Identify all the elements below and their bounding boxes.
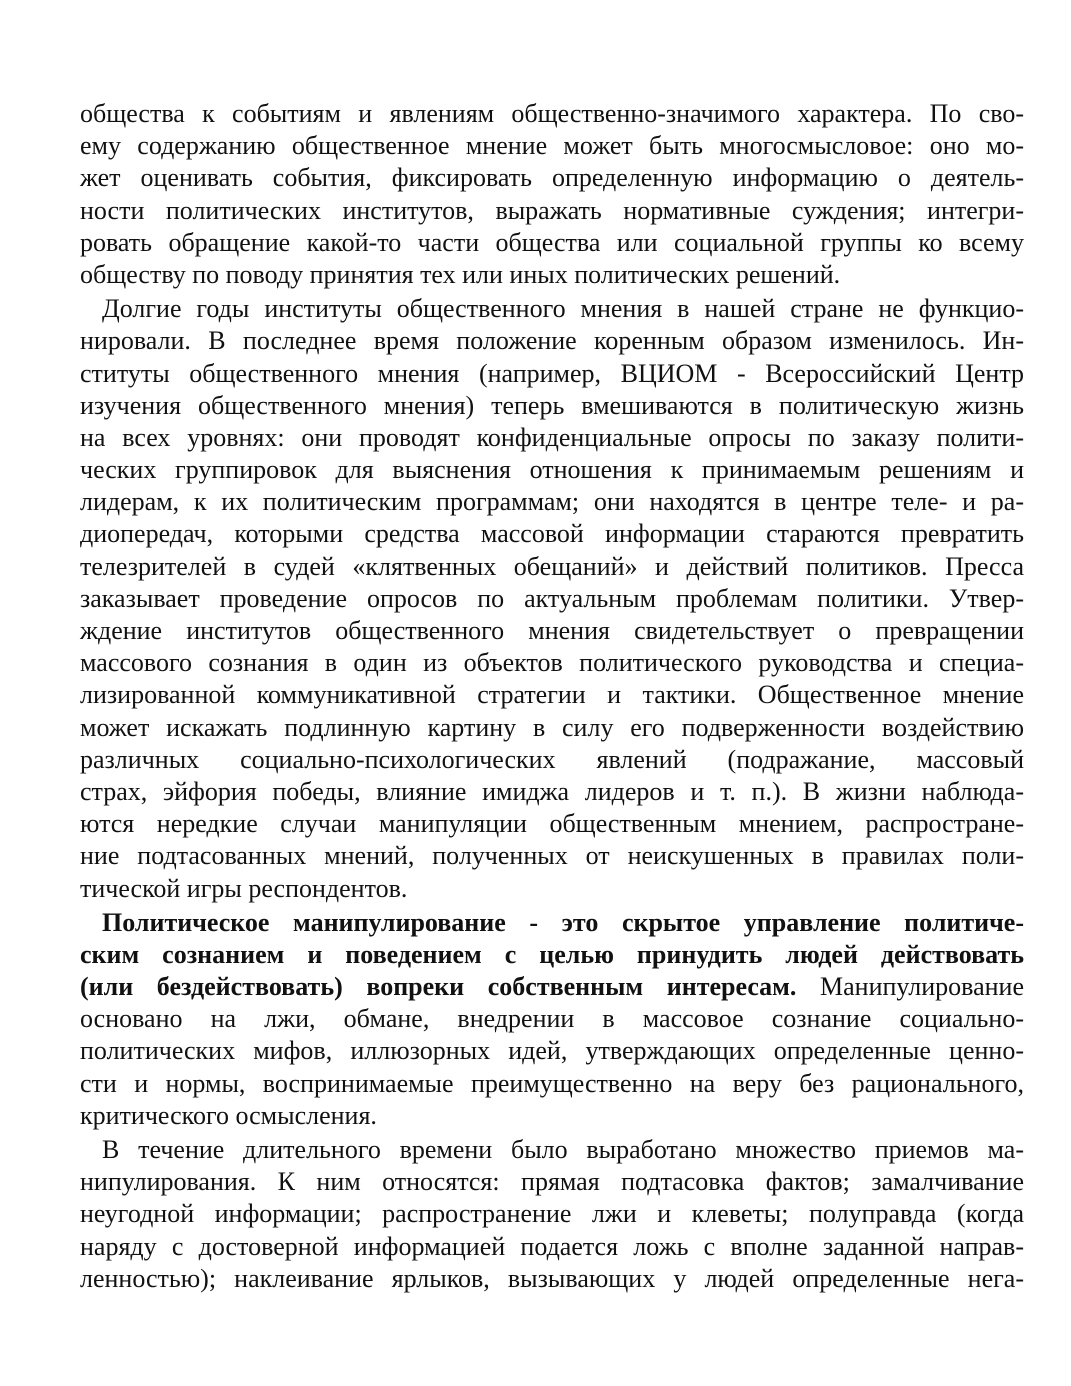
text-line: страх, эйфория победы, влияние имиджа лидеров и т. п.). В жизни наблюда- (80, 776, 1024, 806)
text-line: ему содержанию общественное мнение может быть многосмысловое: оно мо- (80, 131, 1024, 161)
text-line: обществу по поводу принятия тех или иных политических решений. (80, 259, 841, 289)
text-line: жет оценивать события, фиксировать определенную информацию о деятель- (80, 163, 1024, 193)
text-line: Долгие годы институты общественного мнения в нашей стране не функцио- (102, 294, 1024, 324)
text-line: нипулирования. К ним относятся: прямая подтасовка фактов; замалчивание (80, 1167, 1024, 1197)
text-line: массового сознания в один из объектов политического руководства и специа- (80, 648, 1024, 678)
text-line: общества к событиям и явлениям общественно-значимого характера. По сво- (80, 99, 1024, 128)
definition-line: Политическое манипулирование - это скрытое управление политиче- (102, 907, 1024, 937)
document-page (80, 98, 1024, 1295)
paragraph-2 (80, 293, 1024, 905)
text-line: диопередач, которыми средства массовой информации стараются превратить (80, 519, 1024, 549)
text-line: ние подтасованных мнений, полученных от неискушенных в правилах поли- (80, 841, 1024, 871)
text-line: политических мифов, иллюзорных идей, утверждающих определенные ценно- (80, 1036, 1024, 1066)
text-line: телезрителей в судей «клятвенных обещаний» и действий политиков. Пресса (80, 551, 1024, 581)
text-line: ждение институтов общественного мнения свидетельствует о превращении (80, 616, 1024, 645)
text-line: наряду с достоверной информацией подается ложь с вполне заданной направ- (80, 1231, 1024, 1261)
text-line: изучения общественного мнения) теперь вмешиваются в политическую жизнь (80, 390, 1024, 420)
text-line: различных социально-психологических явлений (подражание, массовый (80, 744, 1024, 774)
text-line: В течение длительного времени было выработано множество приемов ма- (102, 1135, 1024, 1164)
text-line-mixed (80, 971, 1024, 1003)
text-line: нировали. В последнее время положение коренным образом изменилось. Ин- (80, 326, 1024, 356)
paragraph-1 (80, 98, 1024, 291)
text-line: лидерам, к их политическим программам; они находятся в центре теле- и ра- (80, 487, 1024, 517)
paragraph-3 (80, 907, 1024, 1132)
text-line: неугодной информации; распространение лжи и клеветы; полуправда (когда (80, 1199, 1024, 1229)
text-line: на всех уровнях: они проводят конфиденциальные опросы по заказу полити- (80, 422, 1024, 452)
text-line: основано на лжи, обмане, внедрении в массовое сознание социально- (80, 1004, 1024, 1034)
text-line: ности политических институтов, выражать нормативные суждения; интегри- (80, 195, 1024, 225)
text-fragment: Манипулирование (796, 972, 1024, 1002)
text-line: может искажать подлинную картину в силу его подверженности воздействию (80, 712, 1024, 742)
text-line: заказывает проведение опросов по актуальным проблемам политики. Утвер- (80, 583, 1024, 613)
definition-line: ским сознанием и поведением с целью принудить людей действовать (80, 939, 1024, 969)
text-line: ческих группировок для выяснения отношения к принимаемым решениям и (80, 455, 1024, 485)
text-line: тической игры респондентов. (80, 873, 408, 903)
text-line: ются нередкие случаи манипуляции общественным мнением, распростране- (80, 809, 1024, 839)
text-line: ровать обращение какой-то части общества или социальной группы ко всему (80, 227, 1024, 257)
text-line: сти и нормы, воспринимаемые преимущественно на веру без рационального, (80, 1068, 1024, 1098)
paragraph-4 (80, 1134, 1024, 1295)
text-line: лизированной коммуникативной стратегии и тактики. Общественное мнение (80, 680, 1024, 710)
text-line: критического осмысления. (80, 1100, 377, 1130)
text-line: ституты общественного мнения (например, ВЦИОМ - Всероссийский Центр (80, 358, 1024, 388)
text-line: ленностью); наклеивание ярлыков, вызывающих у людей определенные нега- (80, 1263, 1024, 1293)
definition-text: (или бездействовать) вопреки собственным интересам. (80, 972, 797, 1002)
